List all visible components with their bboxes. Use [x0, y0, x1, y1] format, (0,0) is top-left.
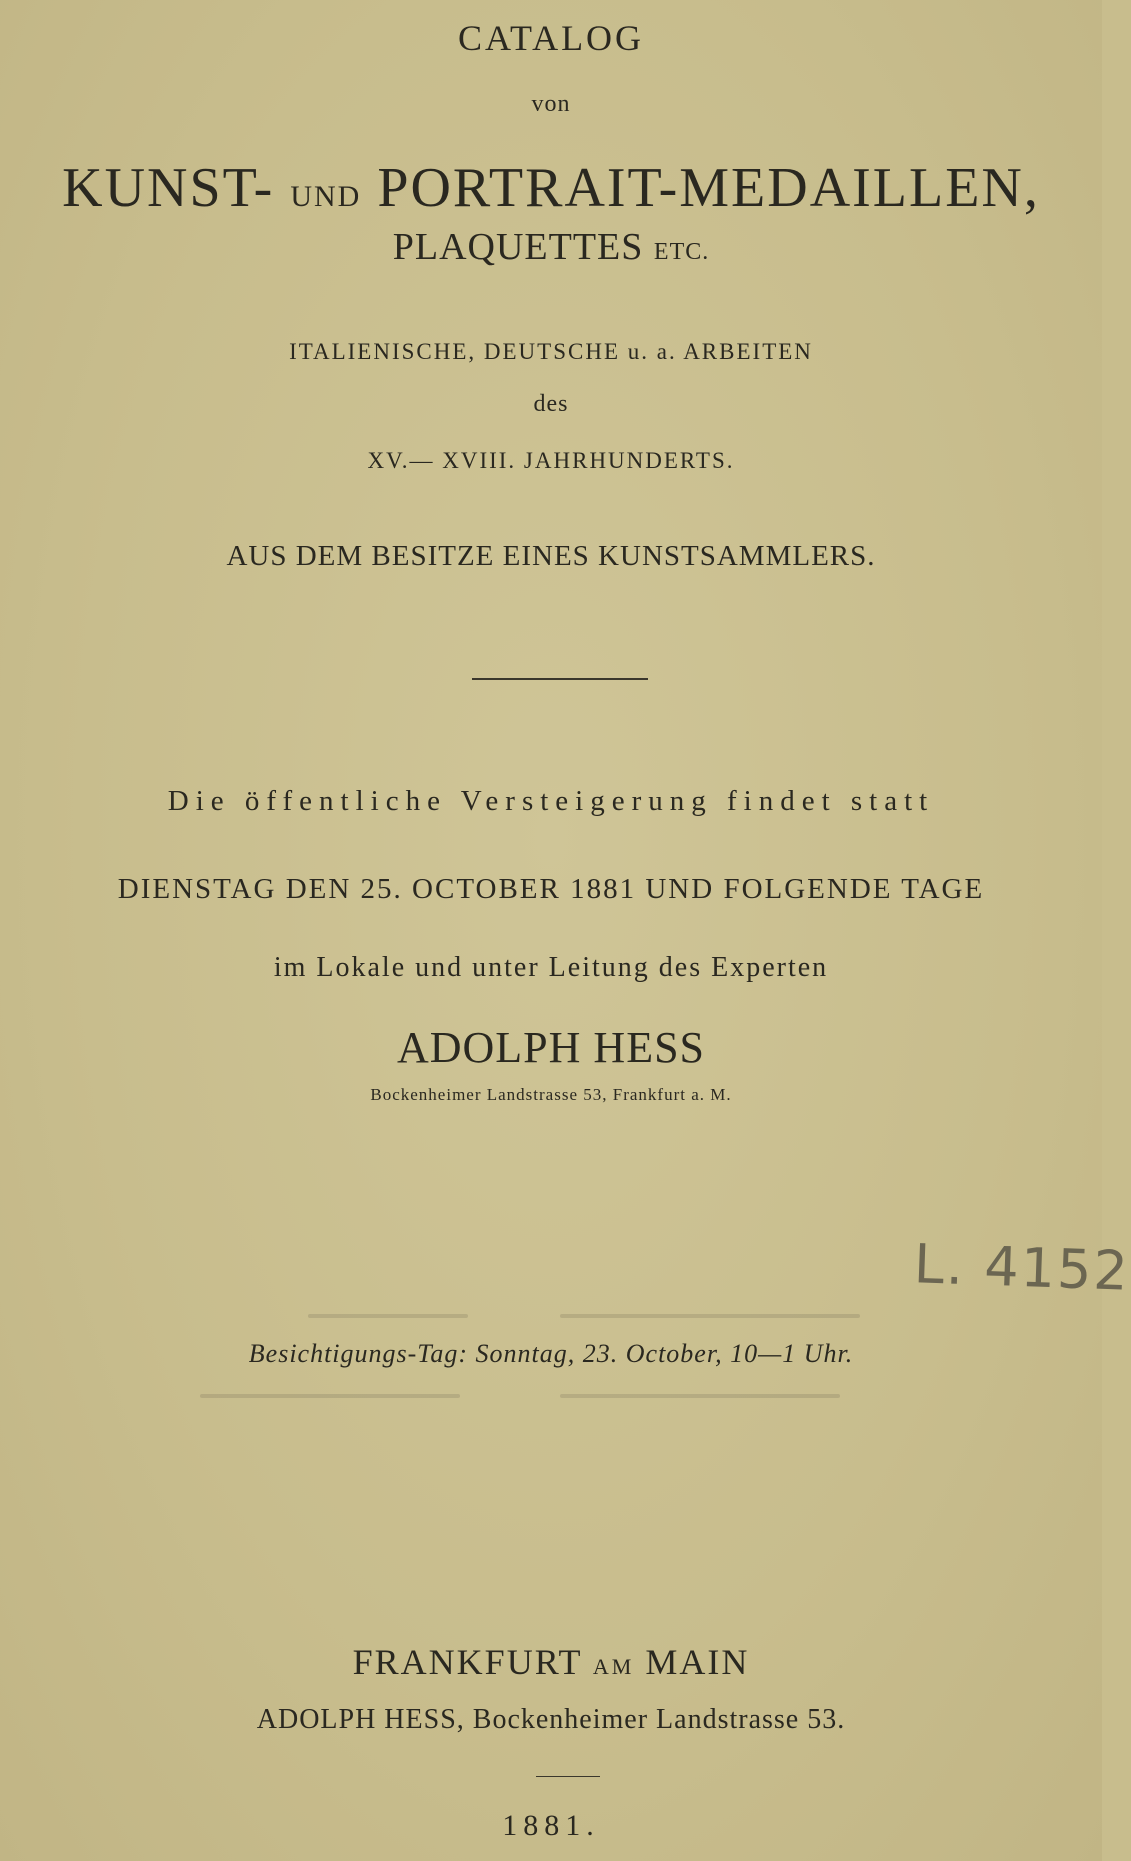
main-title — [0, 157, 1102, 219]
main-title-part1: KUNST- — [62, 157, 275, 219]
print-smudge — [200, 1394, 460, 1398]
auction-announcement: Die öffentliche Versteigerung findet statt — [167, 785, 935, 817]
catalog-heading: CATALOG — [457, 18, 645, 58]
expert-address: Bockenheimer Landstrasse 53, Frankfurt a. M. — [370, 1085, 732, 1104]
provenance-line: AUS DEM BESITZE EINES KUNSTSAMMLERS. — [226, 540, 876, 572]
print-smudge — [560, 1314, 860, 1318]
imprint-city — [0, 1644, 1102, 1680]
print-smudge — [560, 1394, 840, 1398]
plaquettes-text: PLAQUETTES — [392, 226, 644, 268]
origin-line: ITALIENISCHE, DEUTSCHE u. a. ARBEITEN — [289, 339, 813, 364]
von-text: von — [531, 91, 571, 117]
expert-name: ADOLPH HESS — [396, 1023, 706, 1072]
main-title-part2: PORTRAIT-MEDAILLEN, — [377, 157, 1040, 219]
auction-venue: im Lokale und unter Leitung des Experten — [273, 952, 829, 983]
imprint-publisher: ADOLPH HESS, Bockenheimer Landstrasse 53. — [256, 1704, 846, 1735]
divider-rule — [472, 678, 648, 680]
century-line: XV.— XVIII. JAHRHUNDERTS. — [367, 448, 735, 473]
imprint-city-part2: MAIN — [645, 1642, 750, 1682]
imprint-city-am: AM — [592, 1654, 635, 1679]
imprint-city-part1: FRANKFURT — [352, 1642, 582, 1682]
plaquettes-line — [0, 228, 1102, 266]
etc-text: ETC. — [653, 239, 710, 265]
pencil-annotation: L. 4152 — [912, 1232, 1131, 1303]
viewing-day: Besichtigungs-Tag: Sonntag, 23. October, 10—1 Uhr. — [248, 1339, 854, 1368]
main-title-und: UND — [290, 180, 362, 213]
print-smudge — [308, 1314, 468, 1318]
imprint-rule — [536, 1776, 600, 1777]
auction-date: DIENSTAG DEN 25. OCTOBER 1881 UND FOLGENDE TAGE — [117, 873, 985, 905]
des-text: des — [533, 391, 569, 417]
imprint-year: 1881. — [502, 1809, 600, 1842]
